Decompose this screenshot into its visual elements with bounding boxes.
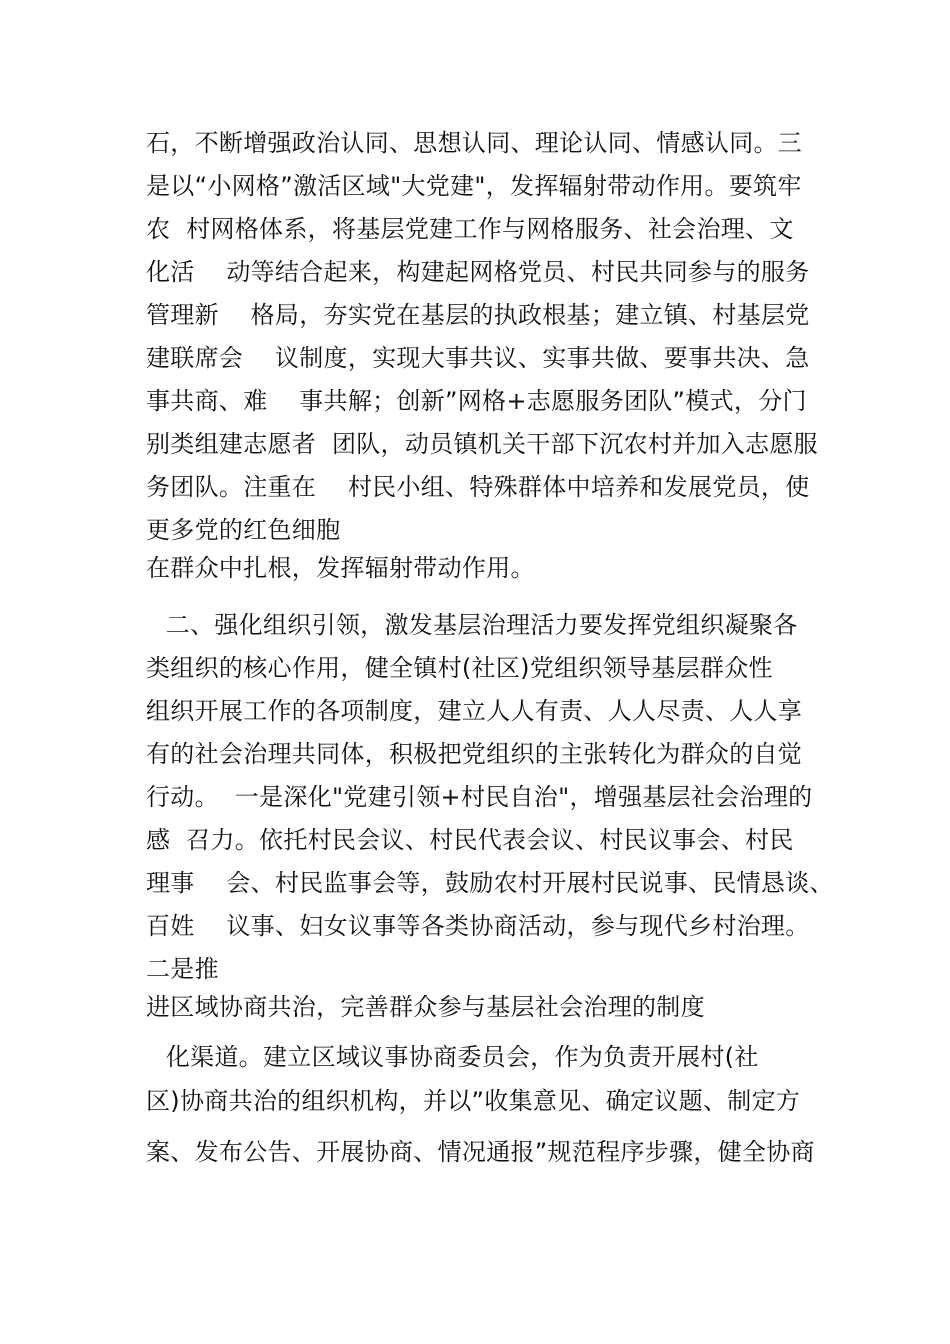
text-line: 事共商、难 事共解；创新”网格+志愿服务团队”模式，分门 — [146, 387, 807, 415]
text-line: 组织开展工作的各项制度，建立人人有责、人人尽责、人人享 — [146, 697, 803, 725]
text-line: 有的社会治理共同体，积极把党组织的主张转化为群众的自觉 — [146, 740, 803, 768]
text-line: 是以“小网格”激活区域"大党建"，发挥辐射带动作用。要筑牢 — [146, 172, 802, 200]
text-line: 管理新 格局，夯实党在基层的执政根基；建立镇、村基层党 — [146, 301, 810, 329]
text-line: 化渠道。建立区域议事协商委员会，作为负责开展村(社 — [142, 1043, 759, 1071]
text-line: 农 村网格体系，将基层党建工作与网格服务、社会治理、文 — [146, 215, 794, 243]
text-line: 二是推 — [146, 955, 219, 983]
text-line: 百姓 议事、妇女议事等各类协商活动，参与现代乡村治理。 — [146, 912, 810, 940]
text-line: 石，不断增强政治认同、思想认同、理论认同、情感认同。三 — [146, 129, 803, 157]
text-line: 案、发布公告、开展协商、情况通报”规范程序步骤，健全协商 — [146, 1138, 815, 1166]
text-line: 行动。 一是深化"党建引领+村民自治"，增强基层社会治理的 — [146, 783, 813, 811]
text-line: 感 召力。依托村民会议、村民代表会议、村民议事会、村民 — [146, 826, 794, 854]
text-line: 务团队。注重在 村民小组、特殊群体中培养和发展党员，使 — [146, 473, 810, 501]
text-line: 在群众中扎根，发挥辐射带动作用。 — [146, 554, 535, 582]
text-line: 区)协商共治的组织机构，并以”收集意见、确定议题、制定方 — [146, 1087, 801, 1115]
text-line: 建联席会 议制度，实现大事共议、实事共做、要事共决、急 — [146, 344, 810, 372]
text-line: 进区域协商共治，完善群众参与基层社会治理的制度 — [146, 993, 705, 1021]
text-line: 二、强化组织引领，激发基层治理活力要发挥党组织凝聚各 — [142, 611, 798, 639]
text-line: 类组织的核心作用，健全镇村(社区)党组织领导基层群众性 — [146, 654, 773, 682]
text-line: 化活 动等结合起来，构建起网格党员、村民共同参与的服务 — [146, 258, 810, 286]
text-line: 别类组建志愿者 团队，动员镇机关干部下沉农村并加入志愿服 — [146, 430, 818, 458]
text-line: 更多党的红色细胞 — [146, 516, 341, 544]
text-line: 理事 会、村民监事会等，鼓励农村开展村民说事、民情恳谈、 — [146, 869, 834, 897]
